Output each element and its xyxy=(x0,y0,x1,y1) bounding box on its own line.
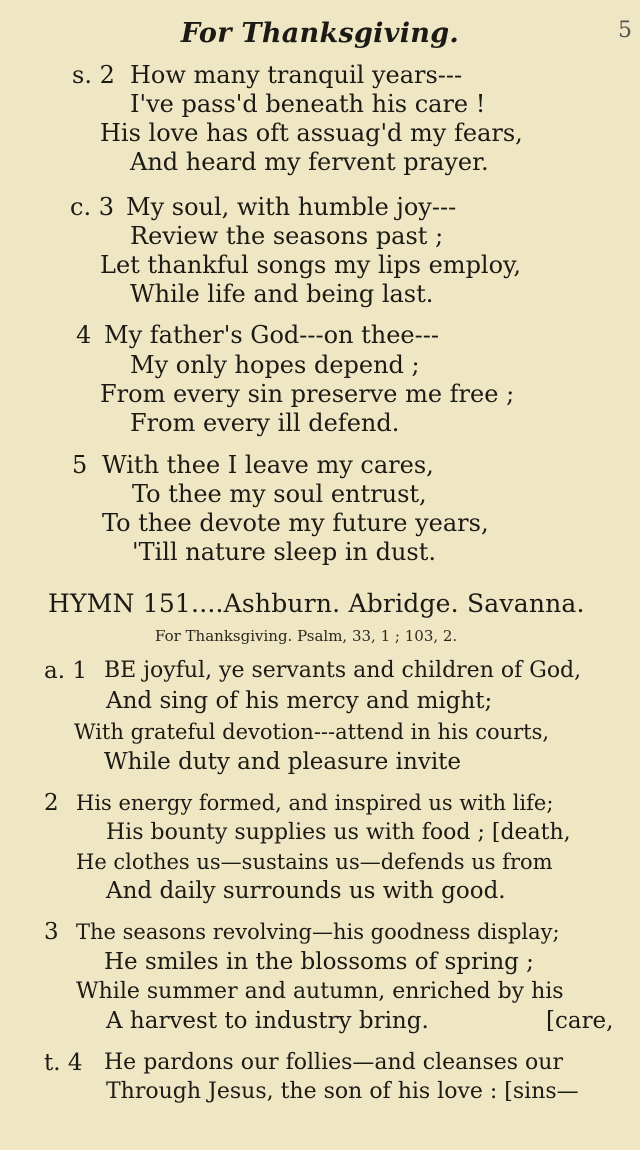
stanza-number: 4 xyxy=(76,321,92,349)
verse-line: While duty and pleasure invite xyxy=(104,749,462,775)
verse-line: And heard my fervent prayer. xyxy=(130,148,489,176)
page-number: 5 xyxy=(618,18,632,43)
stanza-number: a. 1 xyxy=(44,658,87,684)
verse-line: He clothes us—sustains us—defends us from xyxy=(76,850,553,874)
verse-line: To thee devote my future years, xyxy=(102,509,489,537)
verse-line: He pardons our follies—and cleanses our xyxy=(104,1050,563,1075)
verse-line: He smiles in the blossoms of spring ; xyxy=(104,949,534,975)
verse-line: My only hopes depend ; xyxy=(130,351,420,379)
verse-line: Through Jesus, the son of his love : [sins— xyxy=(106,1079,579,1104)
verse-line: With grateful devotion---attend in his courts, xyxy=(74,720,550,744)
running-header: For Thanksgiving. xyxy=(180,18,460,49)
verse-line: To thee my soul entrust, xyxy=(132,480,427,508)
stanza-number: t. 4 xyxy=(44,1050,83,1076)
verse-line: While life and being last. xyxy=(130,280,434,308)
verse-line: And sing of his mercy and might; xyxy=(106,688,493,714)
verse-line: 'Till nature sleep in dust. xyxy=(132,538,436,566)
verse-line: The seasons revolving—his goodness display; xyxy=(76,920,560,944)
stanza-number: 2 xyxy=(44,790,59,816)
verse-line: His bounty supplies us with food ; [death, xyxy=(106,820,571,845)
stanza-number: s. 2 xyxy=(72,61,115,89)
verse-line: Let thankful songs my lips employ, xyxy=(100,251,522,279)
verse-line: BE joyful, ye servants and children of God, xyxy=(104,658,582,683)
overflow-care: [care, xyxy=(546,1008,614,1034)
hymn-title: HYMN 151....Ashburn. Abridge. Savanna. xyxy=(48,589,585,618)
verse-line: His energy formed, and inspired us with life; xyxy=(76,791,554,815)
verse-line: His love has oft assuag'd my fears, xyxy=(100,119,523,147)
stanza-number: 3 xyxy=(44,919,59,945)
verse-line: My father's God---on thee--- xyxy=(104,321,439,349)
hymn-subtitle: For Thanksgiving. Psalm, 33, 1 ; 103, 2. xyxy=(155,627,458,645)
verse-line: While summer and autumn, enriched by his xyxy=(76,979,564,1004)
verse-line: Review the seasons past ; xyxy=(130,222,444,250)
verse-line: From every sin preserve me free ; xyxy=(100,380,515,408)
verse-line: And daily surrounds us with good. xyxy=(106,878,506,904)
verse-line: With thee I leave my cares, xyxy=(102,451,434,479)
verse-line: From every ill defend. xyxy=(130,409,400,437)
verse-line: My soul, with humble joy--- xyxy=(126,193,457,221)
verse-line: A harvest to industry bring. xyxy=(106,1008,429,1034)
stanza-number: 5 xyxy=(72,451,88,479)
verse-line: How many tranquil years--- xyxy=(130,61,463,89)
verse-line: I've pass'd beneath his care ! xyxy=(130,90,486,118)
stanza-number: c. 3 xyxy=(70,193,114,221)
